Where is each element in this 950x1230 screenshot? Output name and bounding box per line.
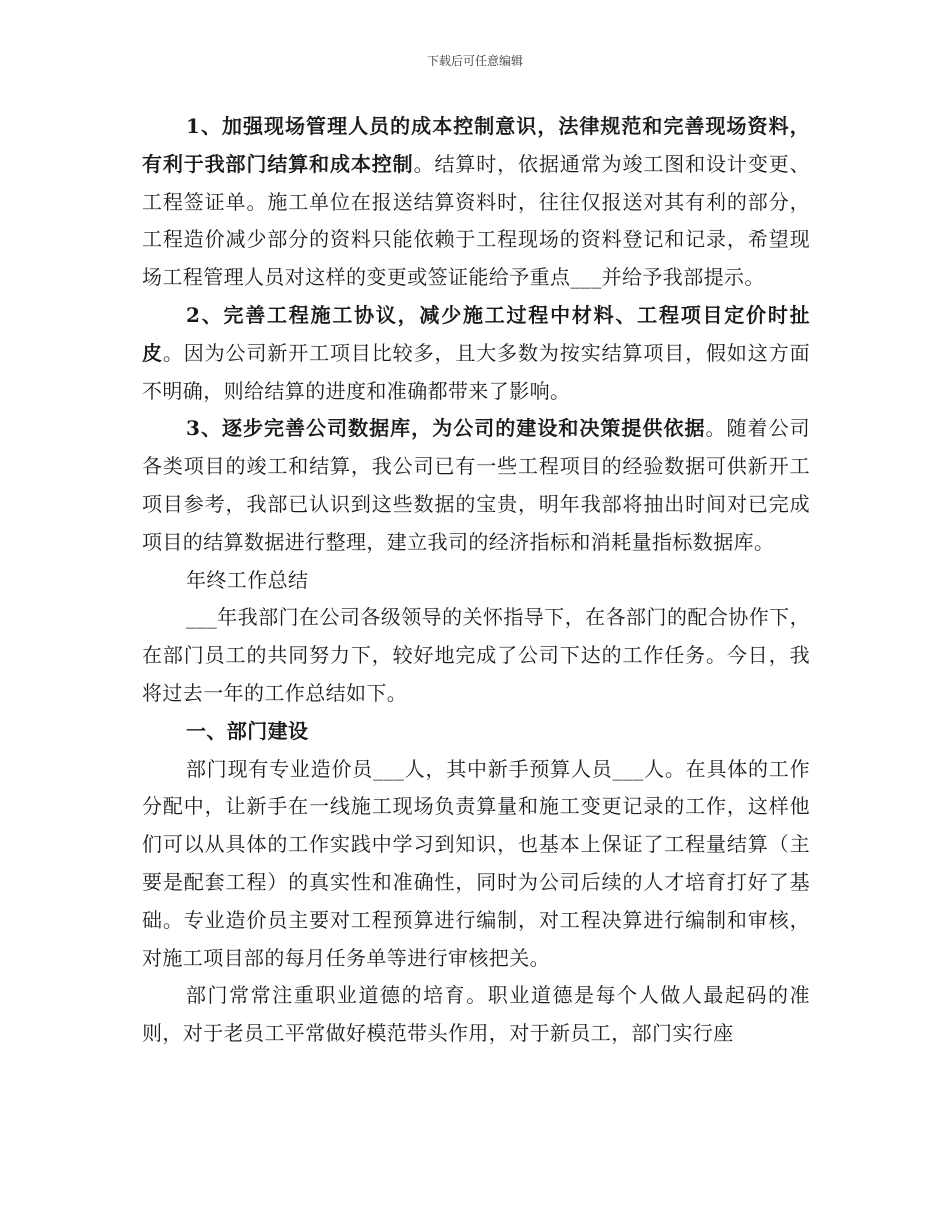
document-body <box>142 108 810 1053</box>
paragraph-3 <box>142 410 810 561</box>
intro-paragraph: ___年我部门在公司各级领导的关怀指导下，在各部门的配合协作下，在部门员工的共同努力下，较好地完成了公司下达的工作任务。今日，我将过去一年的工作总结如下。 <box>142 605 810 705</box>
paragraph-2 <box>142 297 810 410</box>
paragraph-2-bold: 2、完善工程施工协议，减少施工过程中材料、工程项目定价时扯皮 <box>142 302 810 365</box>
section-title: 年终工作总结 <box>186 567 309 592</box>
department-building-paragraph-2: 部门常常注重职业道德的培育。职业道德是每个人做人最起码的准则，对于老员工平常做好模范带头作用，对于新员工，部门实行座 <box>142 983 810 1046</box>
paragraph-2-text: 。因为公司新开工项目比较多，且大多数为按实结算项目，假如这方面不明确，则给结算的进度和准确都带来了影响。 <box>142 340 810 403</box>
paragraph-1 <box>142 108 810 297</box>
page-header: 下载后可任意编辑 <box>426 54 523 68</box>
paragraph-1-bold: 1、加强现场管理人员的成本控制意识，法律规范和完善现场资料，有利于我部门结算和成本控制 <box>142 114 810 176</box>
heading-department-building: 一、部门建设 <box>186 718 309 743</box>
paragraph-3-bold: 3、逐步完善公司数据库，为公司的建设和决策提供依据 <box>186 416 706 441</box>
department-building-paragraph-1: 部门现有专业造价员___人，其中新手预算人员___人。在具体的工作分配中，让新手在一线施工现场负责算量和施工变更记录的工作，这样他们可以从具体的工作实践中学习到知识，也基本上保证了工程量结算（主要是配套工程）的真实性和准确性，同时为公司后续的人才培育打好了基础。专业造价员主要对工程预算进行编制，对工程决算进行编制和审核，对施工项目部的每月任务单等进行审核把关。 <box>142 756 810 970</box>
paragraph-3-text: 。随着公司各类项目的竣工和结算，我公司已有一些工程项目的经验数据可供新开工项目参考，我部已认识到这些数据的宝贵，明年我部将抽出时间对已完成项目的结算数据进行整理，建立我司的经济指标和消耗量指标数据库。 <box>142 416 811 554</box>
paragraph-1-text: 。结算时，依据通常为竣工图和设计变更、工程签证单。施工单位在报送结算资料时，往往仅报送对其有利的部分，工程造价减少部分的资料只能依赖于工程现场的资料登记和记录，希望现场工程管理人员对这样的变更或签证能给予重点___并给予我部提示。 <box>142 151 810 290</box>
